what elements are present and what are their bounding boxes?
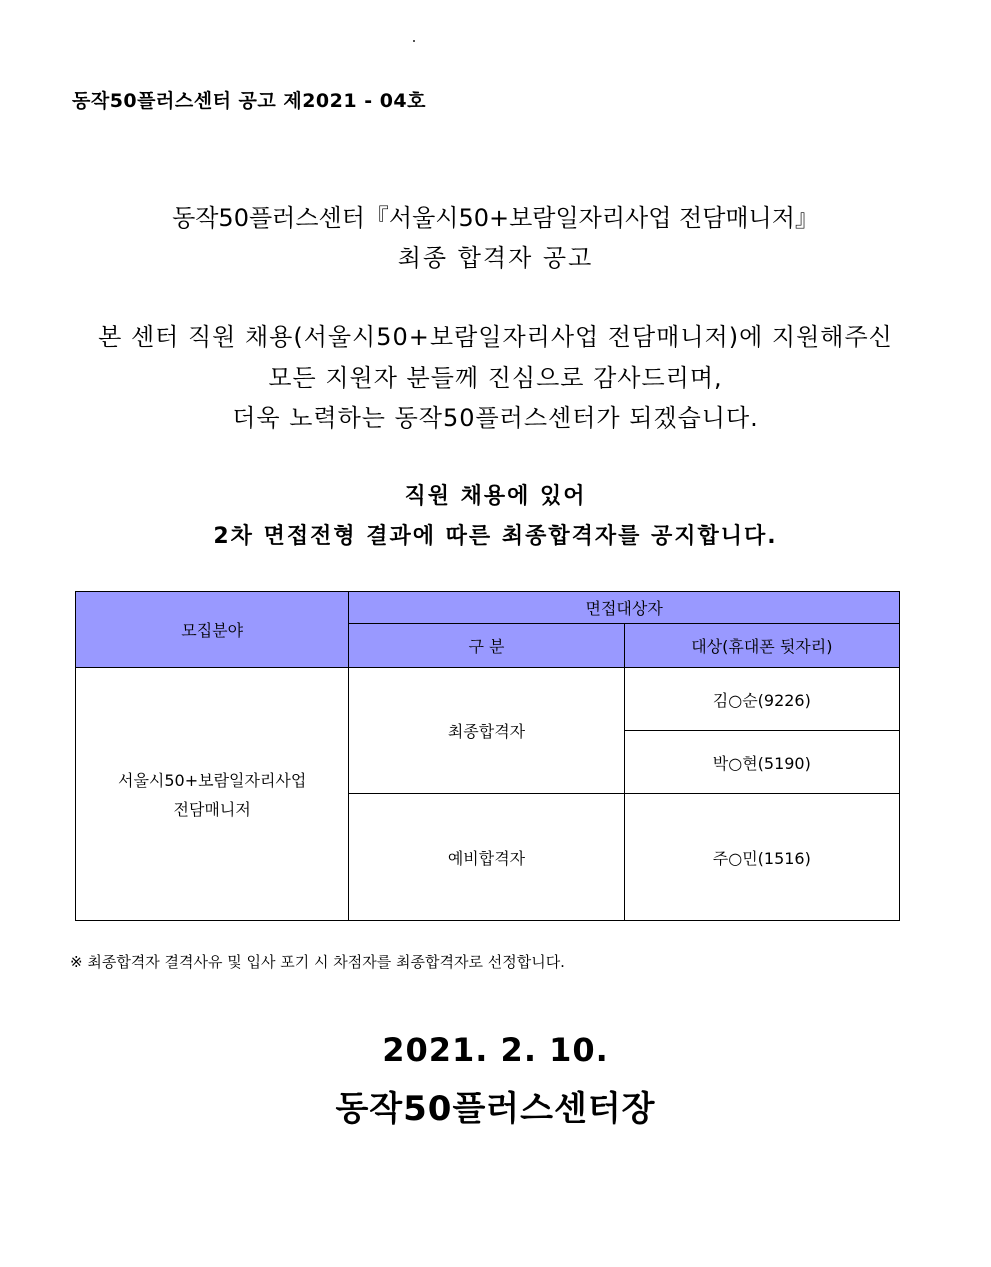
final-candidate-1: 김○순(9226) bbox=[624, 668, 899, 731]
stray-dot bbox=[413, 40, 415, 42]
emphasis-line-1: 직원 채용에 있어 bbox=[404, 484, 587, 509]
final-candidate-2: 박○현(5190) bbox=[624, 731, 899, 794]
header-target: 대상(휴대폰 뒷자리) bbox=[624, 624, 899, 668]
title-line-2: 최종 합격자 공고 bbox=[397, 244, 594, 272]
footnote: ※ 최종합격자 결격사유 및 입사 포기 시 차점자를 최종합격자로 선정합니다. bbox=[70, 953, 565, 971]
body-line-2: 모든 지원자 분들께 진심으로 감사드리며, bbox=[268, 364, 723, 392]
body-line-1: 본 센터 직원 채용(서울시50+보람일자리사업 전담매니저)에 지원해주신 bbox=[98, 323, 893, 351]
title-line-1: 동작50플러스센터『서울시50+보람일자리사업 전담매니저』 bbox=[172, 204, 819, 232]
reserve-candidate-1: 주○민(1516) bbox=[624, 794, 899, 921]
body-line-3: 더욱 노력하는 동작50플러스센터가 되겠습니다. bbox=[232, 404, 759, 432]
final-label: 최종합격자 bbox=[349, 668, 624, 794]
header-group: 면접대상자 bbox=[349, 592, 900, 624]
field-line-1: 서울시50+보람일자리사업 bbox=[118, 771, 307, 790]
notice-date: 2021. 2. 10. bbox=[382, 1031, 609, 1069]
header-category: 구 분 bbox=[349, 624, 624, 668]
field-line-2: 전담매니저 bbox=[173, 800, 251, 819]
reserve-label: 예비합격자 bbox=[349, 794, 624, 921]
emphasis-line-2: 2차 면접전형 결과에 따른 최종합격자를 공지합니다. bbox=[213, 524, 778, 549]
result-table bbox=[75, 591, 900, 921]
header-field: 모집분야 bbox=[76, 592, 349, 668]
notice-number: 동작50플러스센터 공고 제2021 - 04호 bbox=[72, 90, 427, 112]
signer: 동작50플러스센터장 bbox=[335, 1089, 656, 1129]
field-cell bbox=[76, 668, 349, 921]
